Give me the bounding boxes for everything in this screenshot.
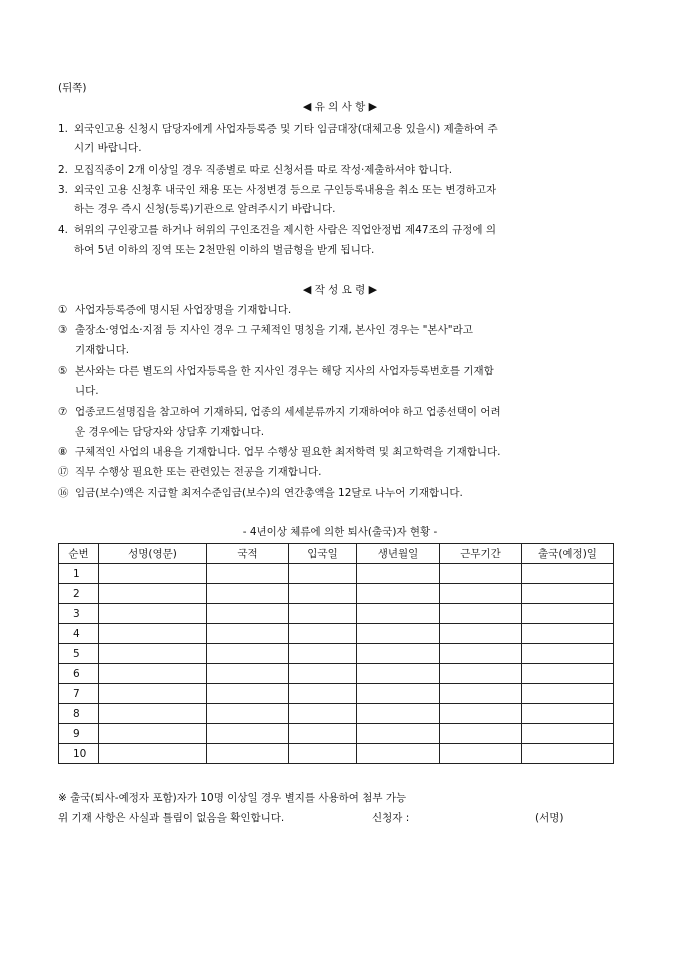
signature-label: (서명) [535, 812, 564, 824]
name-cell[interactable] [99, 624, 207, 644]
note-item-cont: 하는 경우 즉시 신청(등록)기관으로 알려주시기 바랍니다. [74, 203, 336, 215]
nationality-cell[interactable] [207, 724, 289, 744]
departure-date-cell[interactable] [522, 704, 614, 724]
departure-date-cell[interactable] [522, 684, 614, 704]
work-period-cell[interactable] [440, 684, 522, 704]
table-row [59, 584, 614, 604]
departure-status-table [58, 543, 614, 764]
birth-date-cell[interactable] [357, 664, 440, 684]
row-number: 3 [59, 604, 99, 624]
nationality-cell[interactable] [207, 604, 289, 624]
note-item: 4. 허위의 구인광고를 하거나 허위의 구인조건을 제시한 사람은 직업안정법 제47조의 규정에 의 [58, 224, 497, 236]
notes-title: 유 의 사 항 [314, 101, 366, 113]
table-row [59, 744, 614, 764]
table-row [59, 704, 614, 724]
attachment-note: ※ 출국(퇴사-예정자 포함)자가 10명 이상일 경우 별지를 사용하여 첨부 가능 [58, 792, 407, 804]
entry-date-cell[interactable] [289, 724, 357, 744]
guide-item: ③ 출장소·영업소·지점 등 지사인 경우 그 구체적인 명칭을 기재, 본사인 경우는 "본사"라고 [58, 324, 473, 336]
note-item: 2. 모집직종이 2개 이상일 경우 직종별로 따로 신청서를 따로 작성·제출하셔야 합니다. [58, 164, 453, 176]
guide-item: ① 사업자등록증에 명시된 사업장명을 기재합니다. [58, 304, 292, 316]
departure-date-cell[interactable] [522, 624, 614, 644]
header-departure-date: 출국(예정)일 [522, 544, 614, 564]
guide-item-cont: 기재합니다. [75, 344, 130, 356]
table-row [59, 684, 614, 704]
entry-date-cell[interactable] [289, 744, 357, 764]
table-row [59, 564, 614, 584]
row-number: 10 [59, 744, 99, 764]
table-title: - 4년이상 체류에 의한 퇴사(출국)자 현황 - [242, 526, 438, 538]
left-triangle-icon: ◀ [302, 283, 312, 296]
entry-date-cell[interactable] [289, 644, 357, 664]
header-entry-date: 입국일 [289, 544, 357, 564]
table-row [59, 604, 614, 624]
departure-date-cell[interactable] [522, 584, 614, 604]
guide-item-cont: 운 경우에는 담당자와 상담후 기재합니다. [75, 426, 265, 438]
right-triangle-icon: ▶ [368, 100, 378, 113]
nationality-cell[interactable] [207, 704, 289, 724]
birth-date-cell[interactable] [357, 624, 440, 644]
header-seq: 순번 [59, 544, 99, 564]
table-row [59, 724, 614, 744]
guide-item: ⑦ 업종코드설명집을 참고하여 기재하되, 업종의 세세분류까지 기재하여야 하고 업종선택이 어려 [58, 406, 501, 418]
row-number: 6 [59, 664, 99, 684]
name-cell[interactable] [99, 664, 207, 684]
table-row [59, 664, 614, 684]
left-triangle-icon: ◀ [302, 100, 312, 113]
work-period-cell[interactable] [440, 584, 522, 604]
guide-item: ⑰ 직무 수행상 필요한 또는 관련있는 전공을 기재합니다. [58, 466, 322, 478]
name-cell[interactable] [99, 604, 207, 624]
work-period-cell[interactable] [440, 704, 522, 724]
work-period-cell[interactable] [440, 744, 522, 764]
birth-date-cell[interactable] [357, 644, 440, 664]
departure-date-cell[interactable] [522, 664, 614, 684]
guide-item: ⑧ 구체적인 사업의 내용을 기재합니다. 업무 수행상 필요한 최저학력 및 최고학력을 기재합니다. [58, 446, 501, 458]
header-name: 성명(영문) [99, 544, 207, 564]
nationality-cell[interactable] [207, 644, 289, 664]
notes-heading [0, 99, 680, 114]
nationality-cell[interactable] [207, 564, 289, 584]
entry-date-cell[interactable] [289, 684, 357, 704]
note-item: 1. 외국인고용 신청시 담당자에게 사업자등록증 및 기타 임금대장(대체고용 있을시) 제출하여 주 [58, 123, 498, 135]
name-cell[interactable] [99, 724, 207, 744]
row-number: 5 [59, 644, 99, 664]
departure-date-cell[interactable] [522, 564, 614, 584]
row-number: 1 [59, 564, 99, 584]
note-item-cont: 하여 5년 이하의 징역 또는 2천만원 이하의 벌금형을 받게 됩니다. [74, 244, 375, 256]
guide-item-cont: 니다. [75, 385, 99, 397]
row-number: 8 [59, 704, 99, 724]
table-header-row [59, 544, 614, 564]
birth-date-cell[interactable] [357, 744, 440, 764]
entry-date-cell[interactable] [289, 624, 357, 644]
guide-item: ⑯ 임금(보수)액은 지급할 최저수준임금(보수)의 연간총액을 12달로 나누어 기재합니다. [58, 487, 463, 499]
birth-date-cell[interactable] [357, 564, 440, 584]
row-number: 7 [59, 684, 99, 704]
birth-date-cell[interactable] [357, 704, 440, 724]
name-cell[interactable] [99, 704, 207, 724]
guide-item: ⑤ 본사와는 다른 별도의 사업자등록을 한 지사인 경우는 해당 지사의 사업자등록번호를 기재합 [58, 365, 494, 377]
name-cell[interactable] [99, 744, 207, 764]
nationality-cell[interactable] [207, 584, 289, 604]
guide-heading [0, 282, 680, 297]
nationality-cell[interactable] [207, 684, 289, 704]
name-cell[interactable] [99, 584, 207, 604]
right-triangle-icon: ▶ [368, 283, 378, 296]
header-birth-date: 생년월일 [357, 544, 440, 564]
birth-date-cell[interactable] [357, 684, 440, 704]
entry-date-cell[interactable] [289, 564, 357, 584]
nationality-cell[interactable] [207, 624, 289, 644]
birth-date-cell[interactable] [357, 724, 440, 744]
departure-date-cell[interactable] [522, 604, 614, 624]
table-row [59, 624, 614, 644]
departure-date-cell[interactable] [522, 724, 614, 744]
birth-date-cell[interactable] [357, 604, 440, 624]
note-item: 3. 외국인 고용 신청후 내국인 채용 또는 사정변경 등으로 구인등록내용을 취소 또는 변경하고자 [58, 184, 497, 196]
departure-date-cell[interactable] [522, 644, 614, 664]
row-number: 9 [59, 724, 99, 744]
note-item-cont: 시기 바랍니다. [74, 142, 142, 154]
departure-date-cell[interactable] [522, 744, 614, 764]
work-period-cell[interactable] [440, 604, 522, 624]
row-number: 4 [59, 624, 99, 644]
entry-date-cell[interactable] [289, 604, 357, 624]
header-nationality: 국적 [207, 544, 289, 564]
work-period-cell[interactable] [440, 724, 522, 744]
guide-title: 작 성 요 령 [314, 284, 366, 296]
name-cell[interactable] [99, 644, 207, 664]
row-number: 2 [59, 584, 99, 604]
work-period-cell[interactable] [440, 664, 522, 684]
work-period-cell[interactable] [440, 644, 522, 664]
work-period-cell[interactable] [440, 564, 522, 584]
nationality-cell[interactable] [207, 664, 289, 684]
birth-date-cell[interactable] [357, 584, 440, 604]
nationality-cell[interactable] [207, 744, 289, 764]
back-side-label: (뒤쪽) [58, 82, 87, 94]
header-work-period: 근무기간 [440, 544, 522, 564]
entry-date-cell[interactable] [289, 584, 357, 604]
entry-date-cell[interactable] [289, 704, 357, 724]
work-period-cell[interactable] [440, 624, 522, 644]
applicant-label: 신청자 : [372, 812, 410, 824]
name-cell[interactable] [99, 564, 207, 584]
entry-date-cell[interactable] [289, 664, 357, 684]
confirm-statement: 위 기재 사항은 사실과 틀림이 없음을 확인합니다. [58, 812, 285, 824]
name-cell[interactable] [99, 684, 207, 704]
table-row [59, 644, 614, 664]
